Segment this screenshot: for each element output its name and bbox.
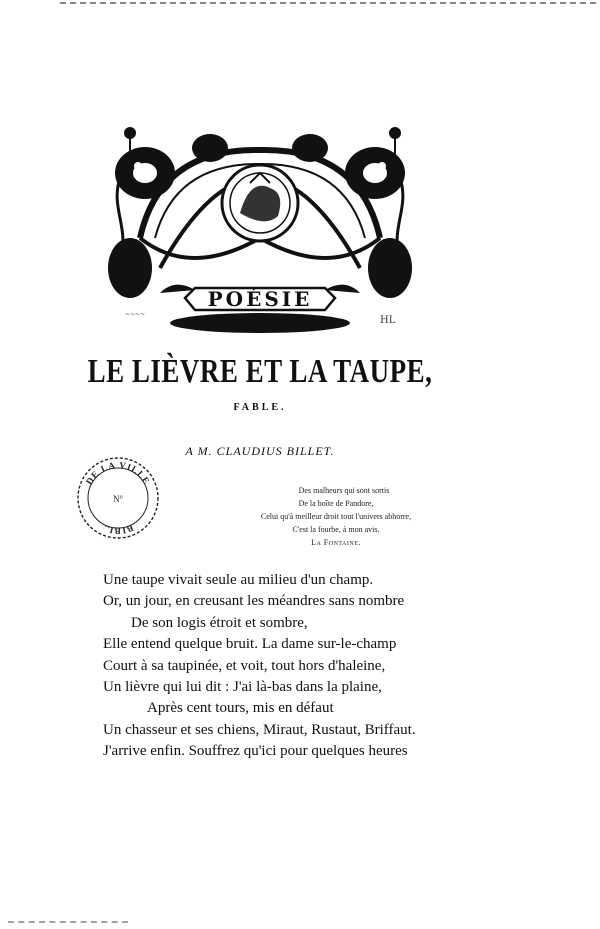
stamp-text-bottom: BIBL. [100, 522, 135, 537]
stamp-text-top: DE LA VILLE [83, 459, 153, 487]
epigraph-line: Des malheurs qui sont sortis [298, 486, 390, 495]
stamp-number: N° [112, 494, 124, 504]
epigraph-attribution: La Fontaine. [311, 538, 361, 547]
library-stamp [75, 455, 161, 541]
epigraph-line: Celui qu'à meilleur droit tout l'univers abhorre, [260, 512, 412, 521]
fable-title: LE LIÈVRE ET LA TAUPE, [87, 352, 433, 390]
poem-line: J'arrive enfin. Souffrez qu'ici pour quelques heures [103, 743, 408, 760]
svg-text:BIBL. [101, 523, 135, 536]
fable-subtitle: FABLE. [233, 402, 287, 413]
dedication-line: A M. CLAUDIUS BILLET. [185, 444, 335, 458]
poem-line: Après cent tours, mis en défaut [147, 700, 334, 717]
poem-line: Court à sa taupinée, et voit, tout hors d'haleine, [103, 657, 386, 674]
poem-line: Une taupe vivait seule au milieu d'un champ. [103, 572, 374, 588]
bottom-edge-artifact [8, 921, 128, 923]
svg-text:HL: HL [380, 315, 396, 326]
svg-text:DE LA VILLE [84, 460, 152, 486]
poem-line: Elle entend quelque bruit. La dame sur-le-champ [103, 636, 397, 653]
poem-body [103, 570, 503, 763]
svg-text:~~~~: ~~~~ [125, 311, 146, 318]
poem-line: Un lièvre qui lui dit : J'ai là-bas dans la plaine, [103, 679, 382, 696]
top-edge-artifact [60, 2, 596, 4]
poem-line: Or, un jour, en creusant les méandres sans nombre [103, 593, 405, 610]
poem-line: De son logis étroit et sombre, [131, 614, 308, 631]
epigraph-line: De la boîte de Pandore, [298, 499, 374, 508]
poem-line: Un chasseur et ses chiens, Miraut, Rustaut, Briffaut. [103, 721, 416, 738]
vignette-label: POÉSIE [207, 287, 313, 311]
epigraph [236, 484, 436, 549]
poesie-vignette-illustration [100, 118, 420, 333]
epigraph-line: C'est la fourbe, à mon avis. [292, 525, 380, 534]
